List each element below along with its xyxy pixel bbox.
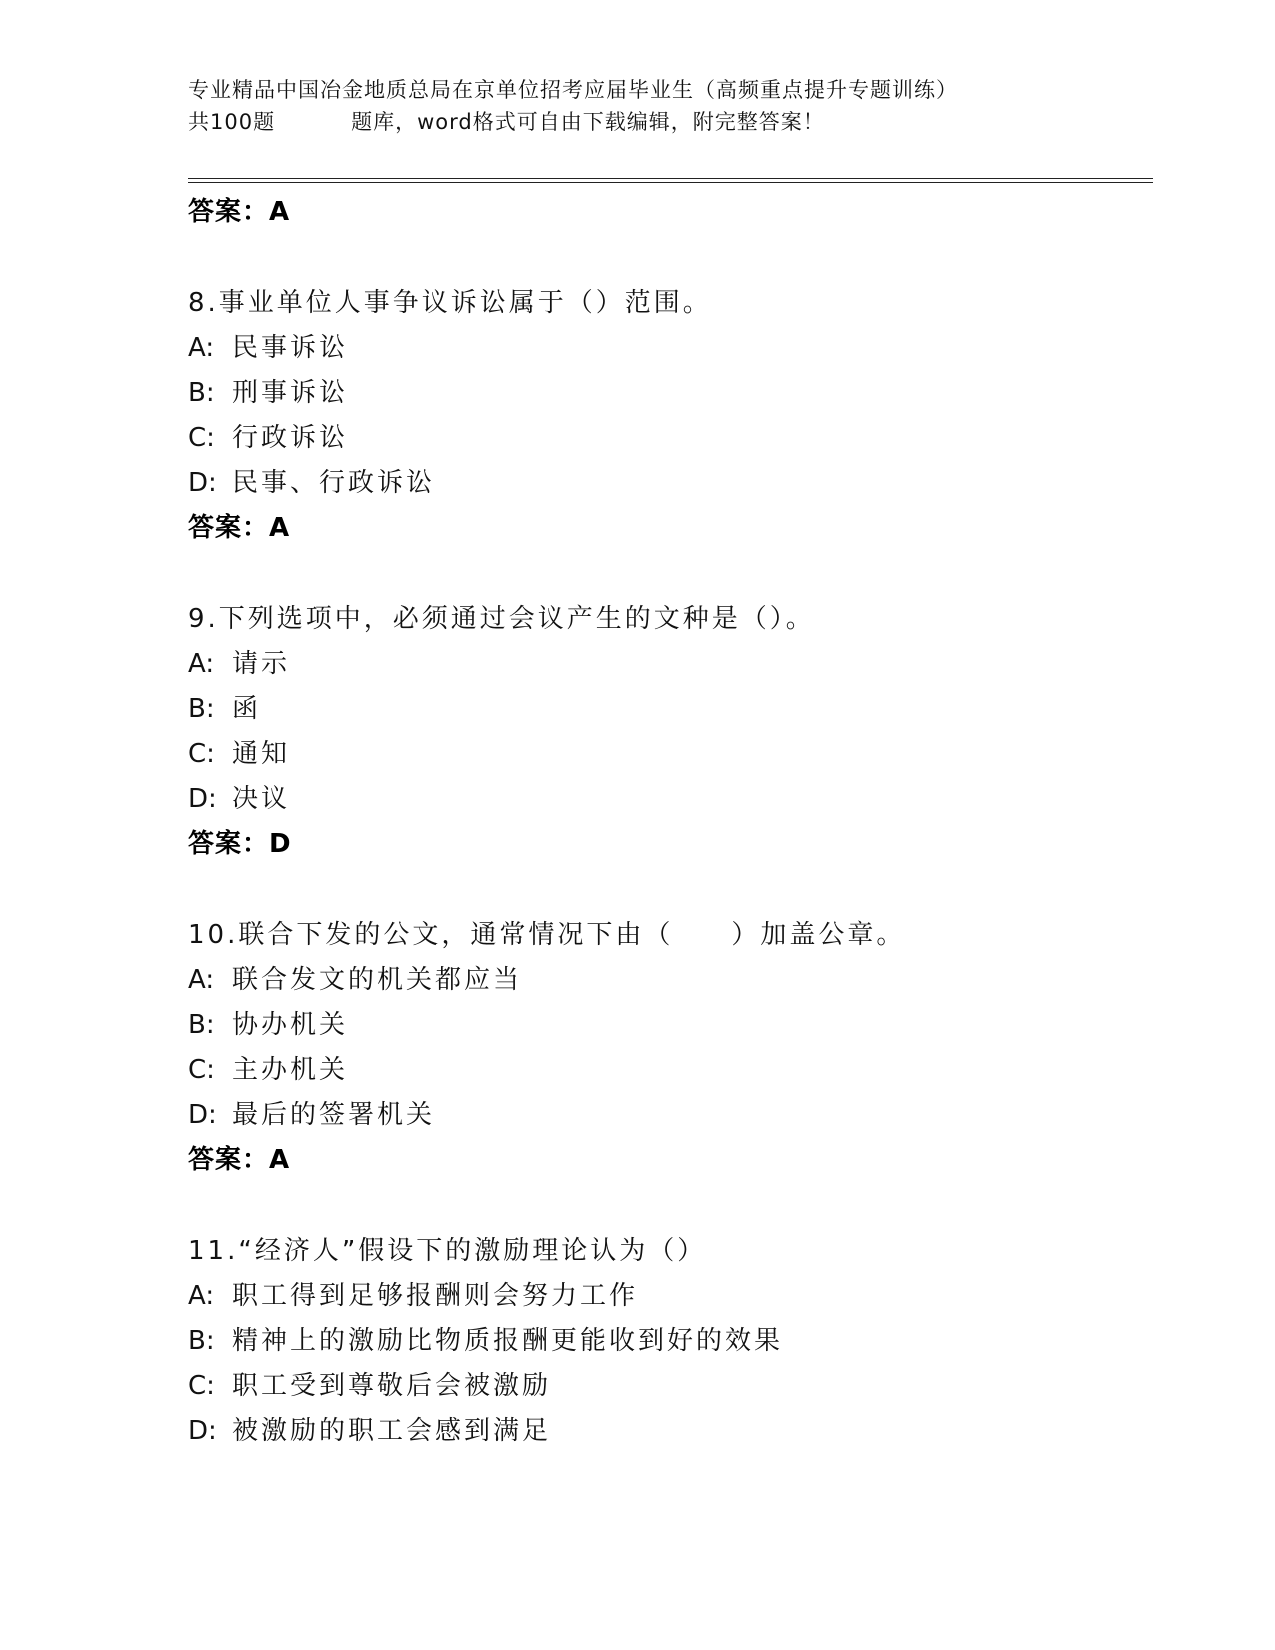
option-text: 行政诉讼 — [232, 423, 349, 453]
option-key: B: — [188, 1010, 215, 1040]
option-text: 被激励的职工会感到满足 — [232, 1416, 552, 1446]
option-key: A: — [188, 649, 215, 679]
question-text: 9.下列选项中，必须通过会议产生的文种是（）。 — [188, 604, 815, 634]
option-a — [188, 642, 1148, 687]
answer-line: 答案：A — [188, 513, 291, 543]
option-text: 职工得到足够报酬则会努力工作 — [232, 1281, 639, 1311]
question-text: 11.“经济人”假设下的激励理论认为（） — [188, 1236, 707, 1266]
header-title: 专业精品中国冶金地质总局在京单位招考应届毕业生（高频重点提升专题训练） — [188, 78, 958, 102]
option-a — [188, 1274, 1148, 1319]
option-d — [188, 777, 1148, 822]
option-text: 职工受到尊敬后会被激励 — [232, 1371, 552, 1401]
option-text: 决议 — [232, 784, 291, 814]
option-key: C: — [188, 739, 215, 769]
option-key: D: — [188, 1416, 217, 1446]
option-d — [188, 1093, 1148, 1138]
option-text: 民事、行政诉讼 — [232, 468, 436, 498]
option-text: 函 — [232, 694, 262, 724]
option-text: 主办机关 — [232, 1055, 349, 1085]
question-item — [188, 280, 1148, 551]
answer-line: 答案：A — [188, 197, 291, 227]
option-key: D: — [188, 784, 217, 814]
option-key: A: — [188, 333, 215, 363]
option-text: 协办机关 — [232, 1010, 349, 1040]
option-text: 通知 — [232, 739, 291, 769]
option-a — [188, 326, 1148, 371]
header-question-count: 共100题 — [188, 110, 276, 134]
option-text: 民事诉讼 — [232, 333, 349, 363]
option-c — [188, 732, 1148, 777]
answer-line: 答案：A — [188, 1145, 291, 1175]
question-item — [188, 596, 1148, 867]
header-divider-top — [188, 178, 1153, 179]
header-divider-bottom — [188, 182, 1153, 183]
question-item — [188, 1228, 1148, 1454]
question-text: 8.事业单位人事争议诉讼属于（）范围。 — [188, 288, 712, 318]
header-description: 题库，word格式可自由下载编辑，附完整答案！ — [351, 110, 825, 134]
option-text: 刑事诉讼 — [232, 378, 349, 408]
option-b — [188, 371, 1148, 416]
question-list — [188, 190, 1148, 1454]
option-d — [188, 461, 1148, 506]
option-key: D: — [188, 1100, 217, 1130]
option-key: B: — [188, 1326, 215, 1356]
option-key: B: — [188, 694, 215, 724]
option-c — [188, 1048, 1148, 1093]
option-b — [188, 1319, 1148, 1364]
option-text: 精神上的激励比物质报酬更能收到好的效果 — [232, 1326, 784, 1356]
option-c — [188, 1364, 1148, 1409]
document-header — [188, 74, 1088, 138]
option-key: D: — [188, 468, 217, 498]
option-b — [188, 1003, 1148, 1048]
option-text: 联合发文的机关都应当 — [232, 965, 523, 995]
option-d — [188, 1409, 1148, 1454]
option-text: 请示 — [232, 649, 291, 679]
question-item — [188, 912, 1148, 1183]
option-a — [188, 958, 1148, 1003]
option-key: C: — [188, 1371, 215, 1401]
option-key: A: — [188, 1281, 215, 1311]
answer-line: 答案：D — [188, 829, 292, 859]
option-text: 最后的签署机关 — [232, 1100, 436, 1130]
option-key: A: — [188, 965, 215, 995]
question-text: 10.联合下发的公文，通常情况下由（ ）加盖公章。 — [188, 920, 906, 950]
option-key: C: — [188, 1055, 215, 1085]
option-b — [188, 687, 1148, 732]
option-key: C: — [188, 423, 215, 453]
option-key: B: — [188, 378, 215, 408]
option-c — [188, 416, 1148, 461]
header-subtitle — [188, 106, 1088, 138]
